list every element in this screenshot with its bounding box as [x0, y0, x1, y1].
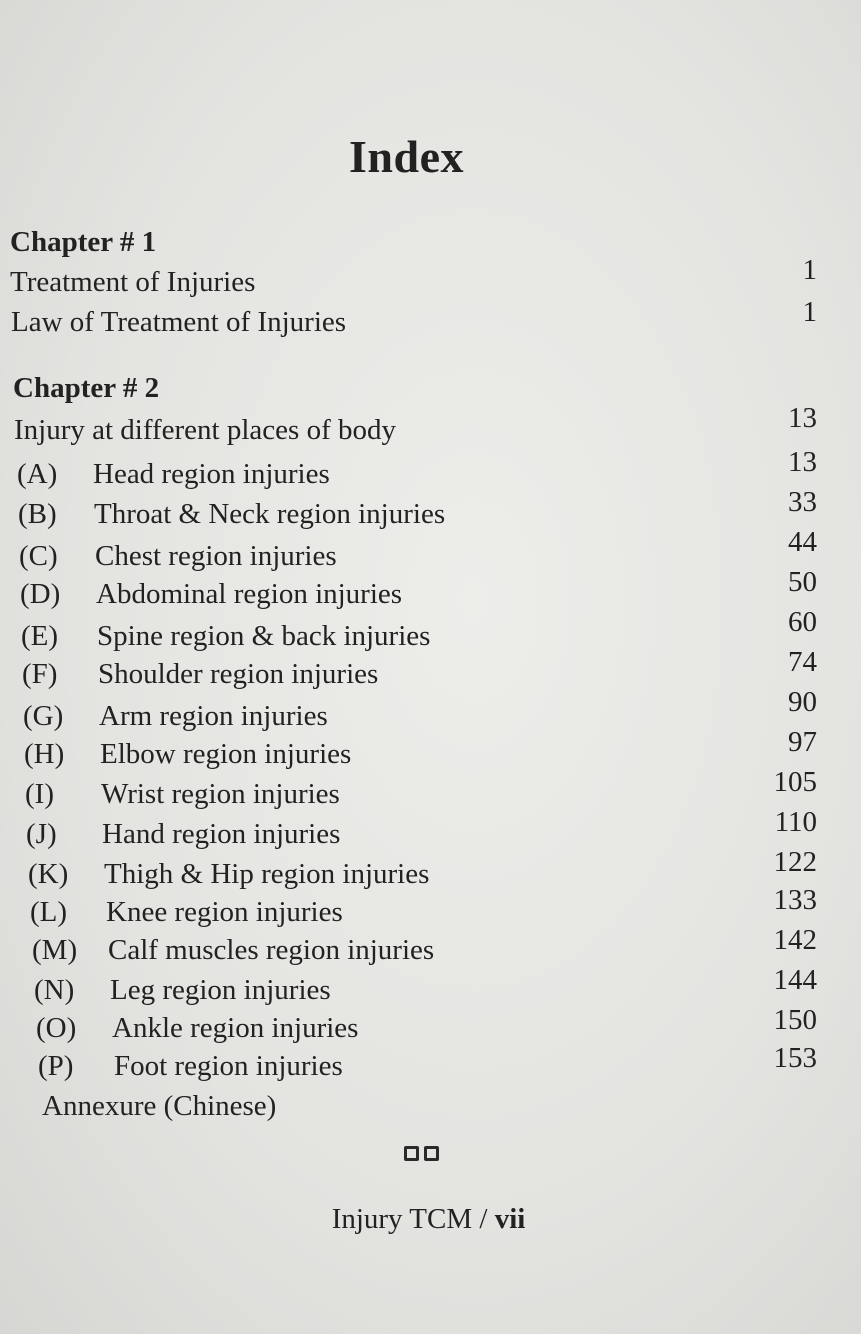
footer-book-title: Injury TCM / [331, 1203, 488, 1235]
entry-label: Throat & Neck region injuries [94, 498, 446, 530]
footer-page-number: vii [494, 1203, 526, 1235]
index-entry-page: 144 [773, 964, 817, 996]
index-entry-page: 105 [773, 766, 817, 798]
chapter-heading: Chapter # 1 [10, 226, 157, 258]
index-entry-page: 97 [788, 726, 817, 758]
chapter-heading: Chapter # 2 [13, 372, 160, 404]
index-entry [23, 700, 328, 733]
entry-letter: (K) [28, 858, 69, 890]
index-entry-page: 13 [788, 402, 817, 434]
ornament-square [424, 1146, 439, 1161]
entry-label: Spine region & back injuries [97, 620, 431, 652]
index-entry-page: 122 [773, 846, 817, 878]
index-entry [34, 974, 331, 1007]
index-entry-page: 33 [788, 486, 817, 518]
entry-label: Knee region injuries [106, 896, 343, 928]
annexure-entry: Annexure (Chinese) [42, 1090, 277, 1122]
index-entry [19, 540, 337, 573]
entry-label: Hand region injuries [102, 818, 341, 850]
entry-letter: (J) [26, 818, 57, 850]
index-entry-page: 110 [774, 806, 817, 838]
entry-label: Shoulder region injuries [98, 658, 379, 690]
index-entry-page: 1 [802, 254, 817, 286]
index-entry-text: Law of Treatment of Injuries [11, 306, 347, 338]
index-entry [28, 858, 429, 891]
entry-letter: (O) [36, 1012, 77, 1044]
index-entry [36, 1012, 358, 1045]
index-entry-page: 142 [773, 924, 817, 956]
entry-label: Calf muscles region injuries [108, 934, 435, 966]
index-entry-page: 44 [788, 526, 817, 558]
index-entry [26, 818, 340, 851]
entry-label: Elbow region injuries [100, 738, 352, 770]
entry-label: Arm region injuries [99, 700, 328, 732]
index-entry-page: 60 [788, 606, 817, 638]
section-end-ornament [404, 1146, 439, 1161]
index-entry-page: 50 [788, 566, 817, 598]
entry-label: Foot region injuries [114, 1050, 343, 1082]
index-entry-page: 90 [788, 686, 817, 718]
entry-letter: (H) [24, 738, 65, 770]
index-entry [38, 1050, 343, 1083]
page-footer [0, 1203, 857, 1236]
index-entry-page: 153 [773, 1042, 817, 1074]
index-entry [20, 578, 402, 611]
entry-letter: (N) [34, 974, 75, 1006]
entry-letter: (F) [22, 658, 58, 690]
entry-letter: (G) [23, 700, 64, 732]
index-entry-page: 74 [788, 646, 817, 678]
index-entry [18, 498, 445, 531]
index-entry-text: Treatment of Injuries [10, 266, 256, 298]
index-entry [21, 620, 430, 653]
index-entry-page: 133 [773, 884, 817, 916]
index-entry [25, 778, 340, 811]
entry-label: Head region injuries [93, 458, 330, 490]
index-entry [32, 934, 434, 967]
ornament-square [404, 1146, 419, 1161]
index-entry-page: 1 [802, 296, 817, 328]
index-entry-text: Injury at different places of body [14, 414, 396, 446]
index-entry [17, 458, 330, 491]
entry-letter: (B) [18, 498, 57, 530]
entry-label: Ankle region injuries [112, 1012, 359, 1044]
entry-letter: (L) [30, 896, 68, 928]
entry-letter: (M) [32, 934, 78, 966]
page-title: Index [349, 131, 464, 182]
index-entry [24, 738, 351, 771]
entry-label: Thigh & Hip region injuries [104, 858, 430, 890]
index-entry-page: 13 [788, 446, 817, 478]
entry-letter: (D) [20, 578, 61, 610]
entry-letter: (C) [19, 540, 58, 572]
entry-letter: (E) [21, 620, 59, 652]
entry-letter: (P) [38, 1050, 74, 1082]
entry-label: Abdominal region injuries [96, 578, 403, 610]
index-entry [30, 896, 343, 929]
entry-letter: (A) [17, 458, 58, 490]
entry-label: Leg region injuries [110, 974, 331, 1006]
entry-label: Wrist region injuries [101, 778, 340, 810]
index-entry [22, 658, 378, 691]
index-entry-page: 150 [773, 1004, 817, 1036]
entry-letter: (I) [25, 778, 54, 810]
entry-label: Chest region injuries [95, 540, 337, 572]
